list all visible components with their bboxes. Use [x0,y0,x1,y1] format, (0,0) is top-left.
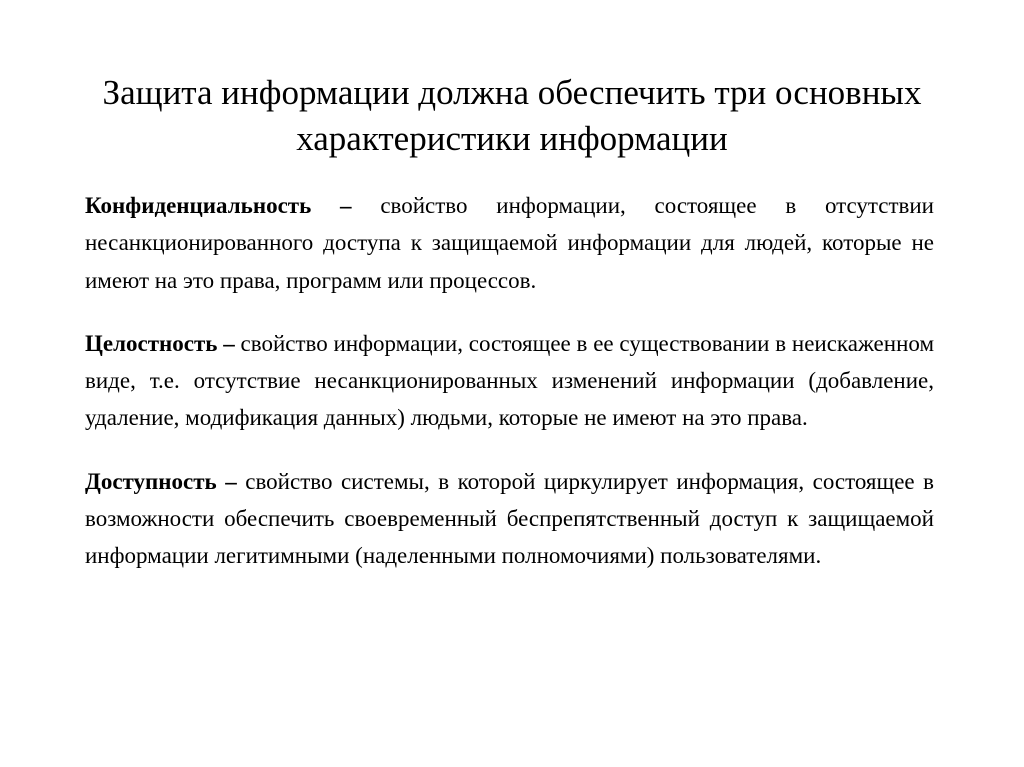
definition-text-confidentiality: свойство информации, состоящее в отсутствии несанкционированного доступа к защищаемой информации для людей, которые не имеют на это права, программ или процессов. [85,193,934,293]
definition-integrity [85,325,934,437]
definition-availability [85,463,934,575]
definition-term-integrity: Целостность – [85,330,235,356]
definition-text-integrity: свойство информации, состоящее в ее существовании в неискаженном виде, т.е. отсутствие несанкционированных изменений информации (добавление, удаление, модификация данных) людьми, которые не имеют на это права. [85,330,935,431]
definition-term-availability: Доступность – [85,468,237,494]
slide-title: Защита информации должна обеспечить три основных характеристики информации [102,73,922,158]
slide-body [85,187,934,574]
definition-text-availability: свойство системы, в которой циркулирует информация, состоящее в возможности обеспечить своевременный беспрепятственный доступ к защищаемой информации легитимными (наделенными полномочиями) пользователями. [85,468,935,568]
definition-term-confidentiality: Конфиденциальность – [85,193,352,218]
definition-confidentiality [85,187,934,299]
